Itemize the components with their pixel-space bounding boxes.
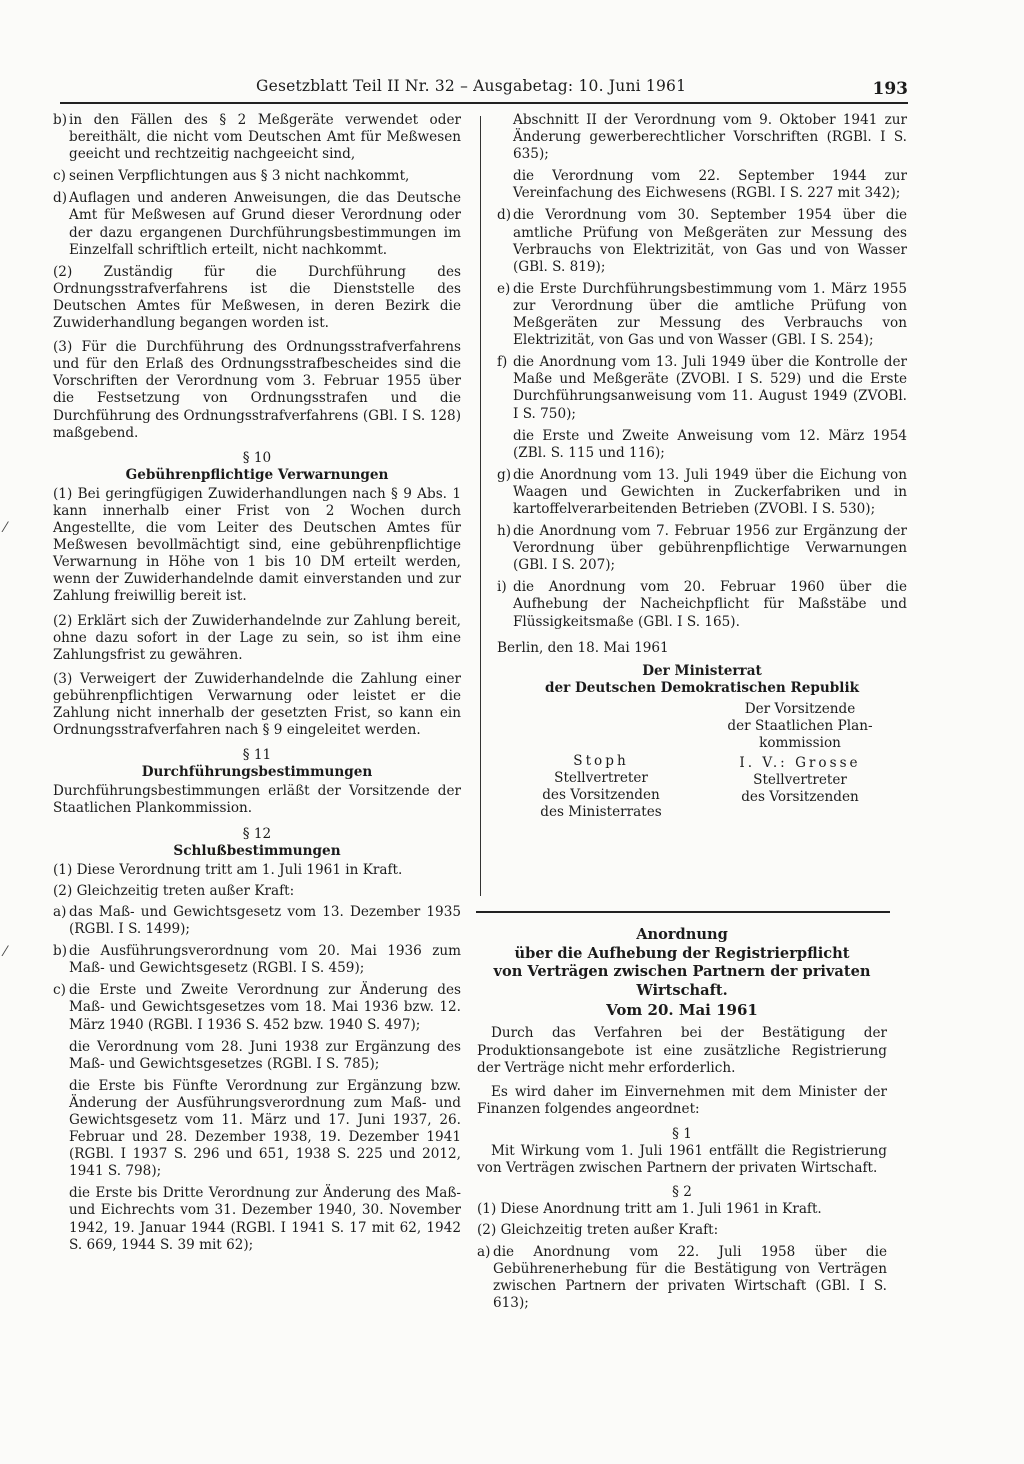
paragraph: (1) Bei geringfügigen Zuwiderhandlungen nach § 9 Abs. 1 kann innerhalb einer Frist von 2 Wochen durch Angestellte, die vom Leiter des Deutschen Amtes für Meßwesen bevollmächtigt sind, eine gebührenpflichtige Verwarnung in Höhe von 1 bis 10 DM erteilt werden, wenn der Zuwiderhandelnde damit einverstanden und zur Zahlung freiwillig bereit ist.: [53, 485, 461, 605]
signature-block: [497, 699, 907, 821]
signatory-left: Stoph Stellvertreter des Vorsitzenden des Ministerrates: [521, 753, 681, 821]
section-number: § 2: [672, 1184, 692, 1201]
right-column: [497, 112, 907, 821]
list-subitem: die Erste und Zweite Anweisung vom 12. März 1954 (ZBl. S. 115 und 116);: [513, 427, 907, 461]
signatory-body: der Deutschen Demokratischen Republik: [544, 679, 860, 696]
header-rule: [60, 102, 908, 104]
ordinance-title: von Verträgen zwischen Partnern der privaten: [493, 963, 871, 981]
list-item: c) die Erste und Zweite Verordnung zur Änderung des Maß- und Gewichtsgesetzes vom 18. Mai 1936 bzw. 12. März 1940 (RGBl. I 1936 S. 452 bzw. 1940 S. 497);: [53, 982, 461, 1033]
list-item: e) die Erste Durchführungsbestimmung vom 1. März 1955 zur Verordnung über die amtliche Prüfung von Meßgeräten zur Messung des Verbrauchs von Elektrizität, von Gas und von Wasser (GBl. I S. 254);: [497, 280, 907, 349]
margin-mark: ⁄: [4, 944, 7, 960]
section-number: § 1: [672, 1125, 692, 1142]
list-item: i) die Anordnung vom 20. Februar 1960 über die Aufhebung der Nacheichpflicht für Maßstäbe und Flüssigkeitsmaße (GBl. I S. 165).: [497, 579, 907, 630]
signatory-right: I. V.: Grosse Stellvertreter des Vorsitzenden: [715, 755, 885, 806]
list-item: a) die Anordnung vom 22. Juli 1958 über die Gebührenerhebung für die Bestätigung von Verträgen zwischen Partnern der privaten Wirtschaft (GBl. I S. 613);: [477, 1243, 887, 1311]
section-rule: [476, 911, 890, 913]
ordinance-title: über die Aufhebung der Registrierpflicht: [514, 944, 850, 962]
ordinance: [477, 926, 887, 1317]
paragraph: (1) Diese Anordnung tritt am 1. Juli 1961 in Kraft.: [477, 1201, 822, 1218]
paragraph: Durchführungsbestimmungen erläßt der Vorsitzende der Staatlichen Plankommission.: [53, 783, 461, 817]
list-item: f) die Anordnung vom 13. Juli 1949 über die Kontrolle der Maße und Meßgeräte (ZVOBl. I S. 529) und die Erste Durchführungsanweisung vom 11. August 1949 (ZVOBl. I S. 750);: [497, 354, 907, 422]
signatory-name: I. V.: Grosse: [739, 754, 861, 771]
section-title: Durchführungsbestimmungen: [141, 764, 373, 781]
list-subitem: die Verordnung vom 28. Juni 1938 zur Ergänzung des Maß- und Gewichtsgesetzes (RGBl. I S. 785);: [69, 1038, 461, 1072]
section-number: § 11: [242, 747, 272, 764]
list-subitem: die Erste bis Dritte Verordnung zur Änderung des Maß- und Eichrechts vom 31. Dezember 1940, 30. November 1942, 19. Januar 1944 (RGBl. I 1941 S. 17 mit 62, 1942 S. 669, 1944 S. 39 mit 62);: [69, 1185, 461, 1253]
section-number: § 10: [242, 449, 272, 466]
list-item: a) das Maß- und Gewichtsgesetz vom 13. Dezember 1935 (RGBl. I S. 1499);: [53, 903, 461, 938]
paragraph: (1) Diese Verordnung tritt am 1. Juli 1961 in Kraft.: [53, 861, 403, 878]
left-column: [53, 112, 461, 1259]
paragraph: (2) Zuständig für die Durchführung des Ordnungsstrafverfahrens ist die Dienststelle des Deutschen Amtes für Meßwesen, in deren Bezirk die Zuwiderhandlung begangen worden ist.: [53, 263, 461, 332]
section-number: § 12: [242, 825, 272, 842]
list-item: g) die Anordnung vom 13. Juli 1949 über die Eichung von Waagen und Gewichten in Zuckerfabriken und in kartoffelverarbeitenden Betrieben (ZVOBl. I S. 530);: [497, 466, 907, 517]
paragraph: (3) Verweigert der Zuwiderhandelnde die Zahlung einer gebührenpflichtigen Verwarnung oder leistet er die Zahlung nicht innerhalb der gesetzten Frist, so kann ein Ordnungsstrafverfahren nach § 9 eingeleitet werden.: [53, 670, 461, 739]
list-item: c) seinen Verpflichtungen aus § 3 nicht nachkommt,: [53, 168, 410, 185]
list-item: h) die Anordnung vom 7. Februar 1956 zur Ergänzung der Verordnung über gebührenpflichtige Verwarnungen (GBl. I S. 207);: [497, 523, 907, 574]
ordinance-title: Anordnung: [636, 926, 728, 943]
paragraph: (2) Gleichzeitig treten außer Kraft:: [53, 882, 295, 899]
ordinance-title: Wirtschaft.: [636, 981, 728, 999]
header-title: Gesetzblatt Teil II Nr. 32 – Ausgabetag: 10. Juni 1961: [256, 77, 687, 95]
paragraph: Mit Wirkung vom 1. Juli 1961 entfällt die Registrierung von Verträgen zwischen Partnern der privaten Wirtschaft.: [477, 1143, 887, 1177]
column-divider: [480, 116, 481, 896]
list-item: d) Auflagen und anderen Anweisungen, die das Deutsche Amt für Meßwesen auf Grund dieser Verordnung oder der dazu ergangenen Durchführungsbestimmungen im Einzelfall schriftlich erteilt, nicht nachkommt.: [53, 190, 461, 258]
page-number: 193: [872, 79, 908, 99]
paragraph: Es wird daher im Einvernehmen mit dem Minister der Finanzen folgendes angeordnet:: [477, 1083, 887, 1117]
section-title: Schlußbestimmungen: [173, 842, 341, 859]
paragraph: Durch das Verfahren bei der Bestätigung der Produktionsangebote ist eine zusätzliche Registrierung der Verträge nicht mehr erforderlich.: [477, 1025, 887, 1076]
paragraph: (2) Erklärt sich der Zuwiderhandelnde zur Zahlung bereit, ohne dazu sofort in der Lage zu sein, so ist ihm eine Zahlungsfrist zu gewähren.: [53, 612, 461, 663]
list-subitem: die Erste bis Fünfte Verordnung zur Ergänzung bzw. Änderung der Ausführungsverordnung zum Maß- und Gewichtsgesetz vom 11. März und 17. Juni 1937, 26. Februar und 28. Dezember 1938, 19. Dezember 1941 (RGBl. I 1937 S. 296 und 651, 1938 S. 225 und 2012, 1941 S. 798);: [69, 1077, 461, 1180]
paragraph: (3) Für die Durchführung des Ordnungsstrafverfahrens und für den Erlaß des Ordnungsstrafbescheides sind die Vorschriften der Verordnung vom 3. Februar 1955 über die Festsetzung von Ordnungsstrafen und die Durchführung des Ordnungsstrafverfahrens (GBl. I S. 128) maßgebend.: [53, 339, 461, 441]
signatory-body: Der Ministerrat: [642, 662, 762, 679]
paragraph: (2) Gleichzeitig treten außer Kraft:: [477, 1222, 719, 1239]
ordinance-date: Vom 20. Mai 1961: [606, 1001, 758, 1020]
margin-mark: ⁄: [4, 520, 7, 536]
signatory-name: Stoph: [573, 752, 629, 769]
place-date: Berlin, den 18. Mai 1961: [497, 639, 669, 656]
list-item: b) die Ausführungsverordnung vom 20. Mai 1936 zum Maß- und Gewichtsgesetz (RGBl. I S. 459);: [53, 943, 461, 977]
list-subitem: Abschnitt II der Verordnung vom 9. Oktober 1941 zur Änderung gewerberechtlicher Vorschriften (RGBl. I S. 635);: [513, 112, 907, 163]
signatory-title: Der Vorsitzende der Staatlichen Plan- kommission: [727, 700, 873, 752]
list-item: b) in den Fällen des § 2 Meßgeräte verwendet oder bereithält, die nicht vom Deutschen Amt für Meßwesen geeicht und rechtzeitig nachgeeicht sind,: [53, 112, 461, 163]
list-subitem: die Verordnung vom 22. September 1944 zur Vereinfachung des Eichwesens (RGBl. I S. 227 mit 342);: [513, 168, 907, 202]
list-item: d) die Verordnung vom 30. September 1954 über die amtliche Prüfung von Meßgeräten zur Messung des Verbrauchs von Elektrizität, von Gas und von Wasser (GBl. S. 819);: [497, 207, 907, 275]
page-header: [60, 77, 908, 102]
section-title: Gebührenpflichtige Verwarnungen: [125, 466, 389, 483]
